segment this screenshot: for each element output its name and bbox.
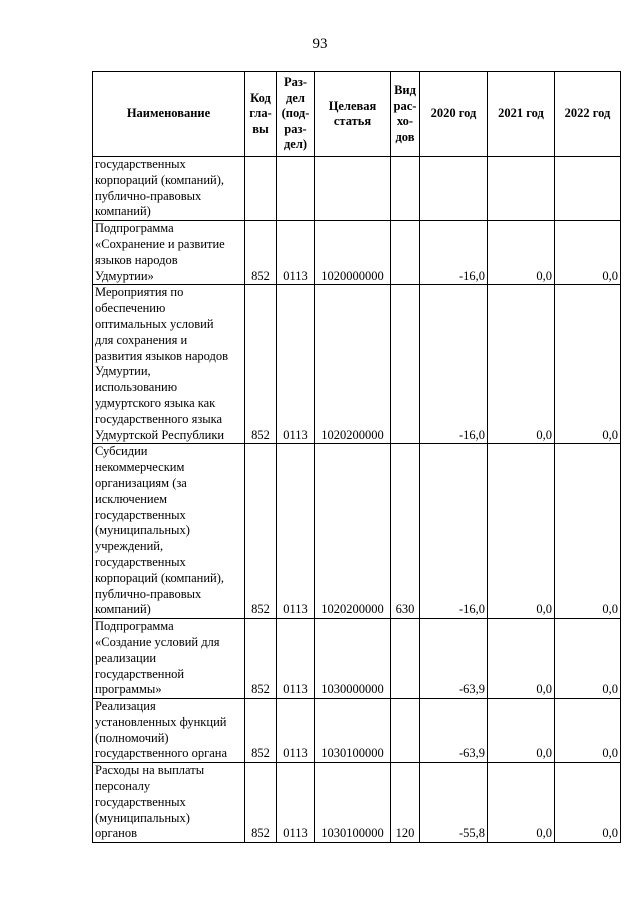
header-2020-label: 2020 год [430, 106, 477, 121]
table-row [93, 763, 621, 843]
row-name: Расходы на выплаты персоналу государственных (муниципальных) органов [93, 763, 245, 843]
row-2020: -16,0 [420, 444, 488, 619]
row-celevaya: 1030000000 [315, 619, 391, 699]
row-2022: 0,0 [555, 285, 621, 444]
row-razdel: 0113 [277, 699, 315, 763]
page-number: 93 [312, 36, 328, 52]
table-row [93, 444, 621, 619]
row-celevaya: 1020000000 [315, 221, 391, 285]
header-kod [245, 72, 277, 157]
row-celevaya: 1020200000 [315, 444, 391, 619]
table-row [93, 285, 621, 444]
header-2021-label: 2021 год [498, 106, 544, 121]
row-2021: 0,0 [488, 285, 555, 444]
header-2022 [555, 72, 621, 157]
header-celevaya [315, 72, 391, 157]
row-2022 [555, 157, 621, 221]
header-vid-label: Вид рас- хо- дов [393, 83, 417, 144]
row-celevaya: 1020200000 [315, 285, 391, 444]
row-celevaya: 1030100000 [315, 699, 391, 763]
row-name: Реализация установленных функций (полномочий) государственного органа [93, 699, 245, 763]
row-name: Мероприятия по обеспечению оптимальных условий для сохранения и развития языков народов Удмуртии, использованию удмуртского языка как государственного языка Удмуртской Республики [93, 285, 245, 444]
row-name: Подпрограмма «Создание условий для реализации государственной программы» [93, 619, 245, 699]
header-2020 [420, 72, 488, 157]
row-2020: -16,0 [420, 285, 488, 444]
header-2022-label: 2022 год [564, 106, 611, 121]
row-2022: 0,0 [555, 619, 621, 699]
header-2021 [488, 72, 555, 157]
header-row [93, 72, 621, 157]
row-vid: 630 [391, 444, 420, 619]
row-kod: 852 [245, 221, 277, 285]
budget-table [92, 71, 621, 843]
table-row [93, 619, 621, 699]
header-celevaya-label: Целевая статья [328, 98, 377, 128]
table-row [93, 221, 621, 285]
row-kod: 852 [245, 699, 277, 763]
row-vid [391, 285, 420, 444]
row-vid [391, 699, 420, 763]
row-2020: -55,8 [420, 763, 488, 843]
row-2022: 0,0 [555, 699, 621, 763]
header-name-label: Наименование [126, 106, 211, 121]
row-2021: 0,0 [488, 763, 555, 843]
row-2020: -63,9 [420, 619, 488, 699]
table-row [93, 699, 621, 763]
row-name: Подпрограмма «Сохранение и развитие языков народов Удмуртии» [93, 221, 245, 285]
row-2022: 0,0 [555, 444, 621, 619]
row-razdel: 0113 [277, 221, 315, 285]
row-2021: 0,0 [488, 699, 555, 763]
row-razdel: 0113 [277, 619, 315, 699]
row-razdel: 0113 [277, 444, 315, 619]
row-vid [391, 619, 420, 699]
row-2020: -63,9 [420, 699, 488, 763]
row-2022: 0,0 [555, 221, 621, 285]
header-razdel [277, 72, 315, 157]
header-name [93, 72, 245, 157]
row-vid: 120 [391, 763, 420, 843]
row-celevaya: 1030100000 [315, 763, 391, 843]
header-razdel-label: Раз- дел (под- раз- дел) [281, 75, 310, 152]
row-kod [245, 157, 277, 221]
row-celevaya [315, 157, 391, 221]
row-razdel: 0113 [277, 285, 315, 444]
table-row [93, 157, 621, 221]
header-kod-label: Код гла- вы [249, 90, 272, 136]
row-2022: 0,0 [555, 763, 621, 843]
row-kod: 852 [245, 619, 277, 699]
row-vid [391, 221, 420, 285]
row-2020 [420, 157, 488, 221]
row-name: Субсидии некоммерческим организациям (за исключением государственных (муниципальных) учреждений, государственных корпораций (компаний), публично-правовых компаний) [93, 444, 245, 619]
row-kod: 852 [245, 285, 277, 444]
row-2021: 0,0 [488, 444, 555, 619]
header-vid [391, 72, 420, 157]
row-razdel [277, 157, 315, 221]
row-2020: -16,0 [420, 221, 488, 285]
row-name: государственных корпораций (компаний), публично-правовых компаний) [93, 157, 245, 221]
row-kod: 852 [245, 444, 277, 619]
row-2021: 0,0 [488, 619, 555, 699]
row-razdel: 0113 [277, 763, 315, 843]
row-2021: 0,0 [488, 221, 555, 285]
row-kod: 852 [245, 763, 277, 843]
row-vid [391, 157, 420, 221]
row-2021 [488, 157, 555, 221]
